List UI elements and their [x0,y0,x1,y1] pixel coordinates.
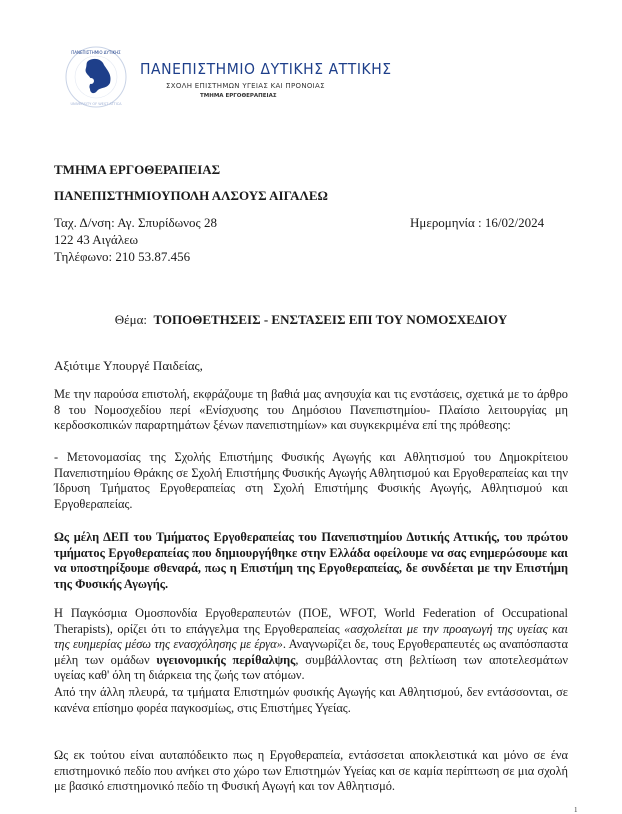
letterhead-school: ΣΧΟΛΗ ΕΠΙΣΤΗΜΩΝ ΥΓΕΙΑΣ ΚΑΙ ΠΡΟΝΟΙΑΣ [166,82,325,90]
letterhead-university: ΠΑΝΕΠΙΣΤΗΜΙΟ ΔΥΤΙΚΗΣ ΑΤΤΙΚΗΣ [140,60,392,78]
date-value: 16/02/2024 [484,215,545,230]
subject-label: Θέμα: [114,312,147,327]
greeting: Αξιότιμε Υπουργέ Παιδείας, [54,358,203,373]
sender-department: ΤΜΗΜΑ ΕΡΓΟΘΕΡΑΠΕΙΑΣ [54,162,221,177]
wfot-text-a: Η Παγκόσμια Ομοσπονδία Εργοθεραπευτών (ΠΟΕ, WFOT, World Federation of Occupational Therapists), ορίζει ότι το επάγγελμα της Εργοθεραπείας [54,606,568,636]
paragraph-intro: Με την παρούσα επιστολή, εκφράζουμε τη βαθιά μας ανησυχία και τις ενστάσεις, σχετικά με το άρθρο 8 του Νομοσχεδίου περί «Ενίσχυσης του Δημόσιου Πανεπιστημίου- Πλαίσιο λειτουργίας μη κερδοσκοπικών παραρτημάτων ξένων πανεπιστημίων» και συγκεκριμένα επί της πρόθεσης: [54,387,568,433]
subject-line [0,312,622,328]
subject-text: ΤΟΠΟΘΕΤΗΣΕΙΣ - ΕΝΣΤΑΣΕΙΣ ΕΠΙ ΤΟΥ ΝΟΜΟΣΧΕΔΙΟΥ [153,312,508,327]
wfot-text-b: . Αναγνωρίζει δε, τους Εργοθεραπευτές ως αναπόσπαστα μέλη των ομάδων [54,637,568,667]
wfot-bold: υγειονομικής περίθαλψης [156,652,296,667]
date-label: Ημερομηνία : [410,215,485,230]
svg-text:UNIVERSITY OF WEST ATTICA: UNIVERSITY OF WEST ATTICA [70,102,122,106]
paragraph-faculty-statement: Ως μέλη ΔΕΠ του Τμήματος Εργοθεραπείας του Πανεπιστημίου Δυτικής Αττικής, του πρώτου τμήματος Εργοθεραπείας που δημιουργήθηκε στην Ελλάδα οφείλουμε να σας ενημερώσουμε και να υποστηρίξουμε σθεναρά, πως η Επιστήμη της Εργοθεραπείας, δε συνδέεται με την Επιστήμη της Φυσικής Αγωγής. [54,530,568,591]
letter-date [410,215,544,231]
university-seal-icon [64,45,128,109]
letterhead-department: ΤΜΗΜΑ ΕΡΓΟΘΕΡΑΠΕΙΑΣ [200,93,277,99]
paragraph-wfot [54,606,568,684]
paragraph-physical-education: Από την άλλη πλευρά, τα τμήματα Επιστημών φυσικής Αγωγής και Αθλητισμού, δεν εντάσσονται, σε κανένα επίσημο φορέα παγκοσμίως, στις Επιστήμες Υγείας. [54,685,568,715]
sender-phone: Τηλέφωνο: 210 53.87.456 [54,249,191,264]
wfot-quote: «ασχολείται με την προαγωγή της υγείας και της ευημερίας μέσω της ενασχόλησης με έργα» [54,621,568,652]
paragraph-conclusion: Ως εκ τούτου είναι αυταπόδεικτο πως η Εργοθεραπεία, εντάσσεται αποκλειστικά και μόνο σε ένα επιστημονικό πεδίο που ανήκει στο χώρο των Επιστημών Υγείας και σε καμία περίπτωση σε μια σχολή με βασικό επιστημονικό πεδίο τη Φυσική Αγωγή και τον Αθλητισμό. [54,748,568,794]
svg-text:ΠΑΝΕΠΙΣΤΗΜΙΟ ΔΥΤΙΚΗΣ: ΠΑΝΕΠΙΣΤΗΜΙΟ ΔΥΤΙΚΗΣ [71,50,121,55]
sender-postal: 122 43 Αιγάλεω [54,232,139,247]
page-number: 1 [574,806,578,814]
paragraph-renaming: - Μετονομασίας της Σχολής Επιστήμης Φυσικής Αγωγής και Αθλητισμού του Δημοκρίτειου Πανεπιστημίου Θράκης σε Σχολή Επιστήμης Φυσικής Αγωγής Αθλητισμού και Εργοθεραπείας και την Ίδρυση Τμήματος Εργοθεραπείας στη Σχολή Επιστήμης Φυσικής Αγωγής, Αθλητισμού και Εργοθεραπείας. [54,450,568,511]
sender-campus: ΠΑΝΕΠΙΣΤΗΜΙΟΥΠΟΛΗ ΑΛΣΟΥΣ ΑΙΓΑΛΕΩ [54,188,328,203]
wfot-text-c: , συμβάλλοντας στη βελτίωση των αποτελεσμάτων υγείας καθ' όλη τη διάρκεια της ζωής των ατόμων. [54,652,568,683]
sender-address: Ταχ. Δ/νση: Αγ. Σπυρίδωνος 28 [54,215,217,230]
